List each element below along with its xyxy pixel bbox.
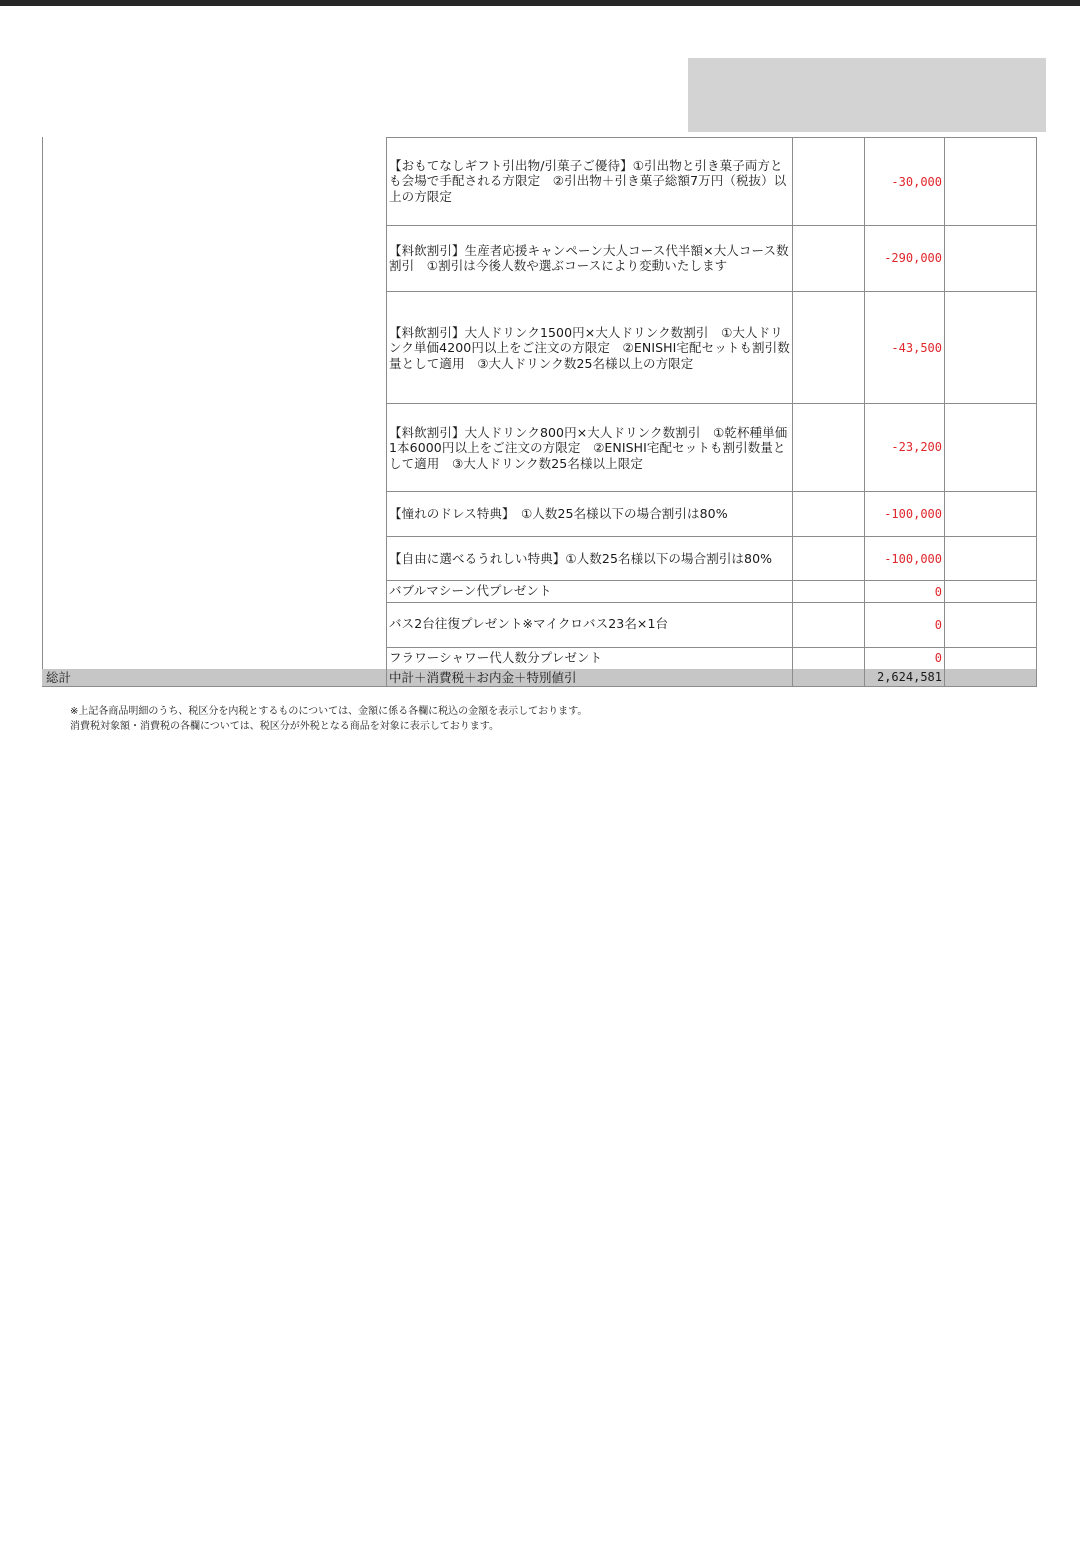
grid-hline — [386, 580, 1037, 581]
grid-hline — [386, 291, 1037, 292]
row-description: 【料飲割引】生産者応援キャンペーン大人コース代半額×大人コース数割引 ①割引は今後人数や選ぶコースにより変動いたします — [389, 242, 789, 273]
grid-hline — [386, 602, 1037, 603]
grid-hline — [386, 403, 1037, 404]
grid-vline — [864, 137, 865, 686]
row-description: 【憧れのドレス特典】 ①人数25名様以下の場合割引は80% — [389, 506, 728, 522]
row-description: バス2台往復プレゼント※マイクロバス23名×1台 — [389, 616, 669, 632]
row-description: バブルマシーン代プレゼント — [389, 583, 552, 599]
grid-vline — [792, 137, 793, 686]
footnotes — [70, 704, 587, 734]
row-description: 【自由に選べるうれしい特典】①人数25名様以下の場合割引は80% — [389, 551, 773, 567]
redacted-block — [688, 58, 1046, 132]
row-amount: 0 — [934, 651, 942, 665]
total-description: 中計＋消費税＋お内金＋特別値引 — [389, 670, 577, 685]
grid-vline — [864, 669, 865, 686]
grid-vline — [1036, 137, 1037, 686]
total-amount: 2,624,581 — [876, 670, 942, 684]
row-description: 【料飲割引】大人ドリンク1500円×大人ドリンク数割引 ①大人ドリンク単価4200円以上をご注文の方限定 ②ENISHI宅配セットも割引数量として適用 ③大人ドリンク数25名様以上の方限定 — [389, 324, 790, 371]
grid-vline — [42, 137, 43, 686]
row-amount: 0 — [934, 585, 942, 599]
row-amount: -100,000 — [884, 552, 942, 566]
grid-hline — [386, 225, 1037, 226]
total-label: 総計 — [46, 670, 72, 685]
row-amount: -290,000 — [884, 251, 942, 265]
row-amount: -100,000 — [884, 507, 942, 521]
top-bar — [0, 0, 1080, 6]
grid-vline — [386, 137, 387, 686]
grid-vline — [386, 669, 387, 686]
row-amount: -43,500 — [891, 341, 942, 355]
row-description: 【料飲割引】大人ドリンク800円×大人ドリンク数割引 ①乾杯種単価1本6000円以上をご注文の方限定 ②ENISHI宅配セットも割引数量として適用 ③大人ドリンク数25名様以上限定 — [389, 424, 788, 471]
row-amount: 0 — [934, 618, 942, 632]
grid-vline — [944, 669, 945, 686]
row-description: フラワーシャワー代人数分プレゼント — [389, 650, 603, 666]
grid-vline — [944, 137, 945, 686]
footnote-line: 消費税対象額・消費税の各欄については、税区分が外税となる商品を対象に表示しております。 — [70, 721, 499, 732]
grid-hline — [42, 686, 1037, 687]
footnote-line: ※上記各商品明細のうち、税区分を内税とするものについては、金額に係る各欄に税込の金額を表示しております。 — [70, 706, 588, 717]
row-description: 【おもてなしギフト引出物/引菓子ご優待】①引出物と引き菓子両方とも会場で手配される方限定 ②引出物＋引き菓子総額7万円（税抜）以上の方限定 — [389, 157, 787, 204]
row-amount: -30,000 — [891, 175, 942, 189]
grid-vline — [792, 669, 793, 686]
row-amount: -23,200 — [891, 440, 942, 454]
grid-hline — [386, 137, 1037, 138]
grid-hline — [386, 536, 1037, 537]
grid-hline — [386, 491, 1037, 492]
